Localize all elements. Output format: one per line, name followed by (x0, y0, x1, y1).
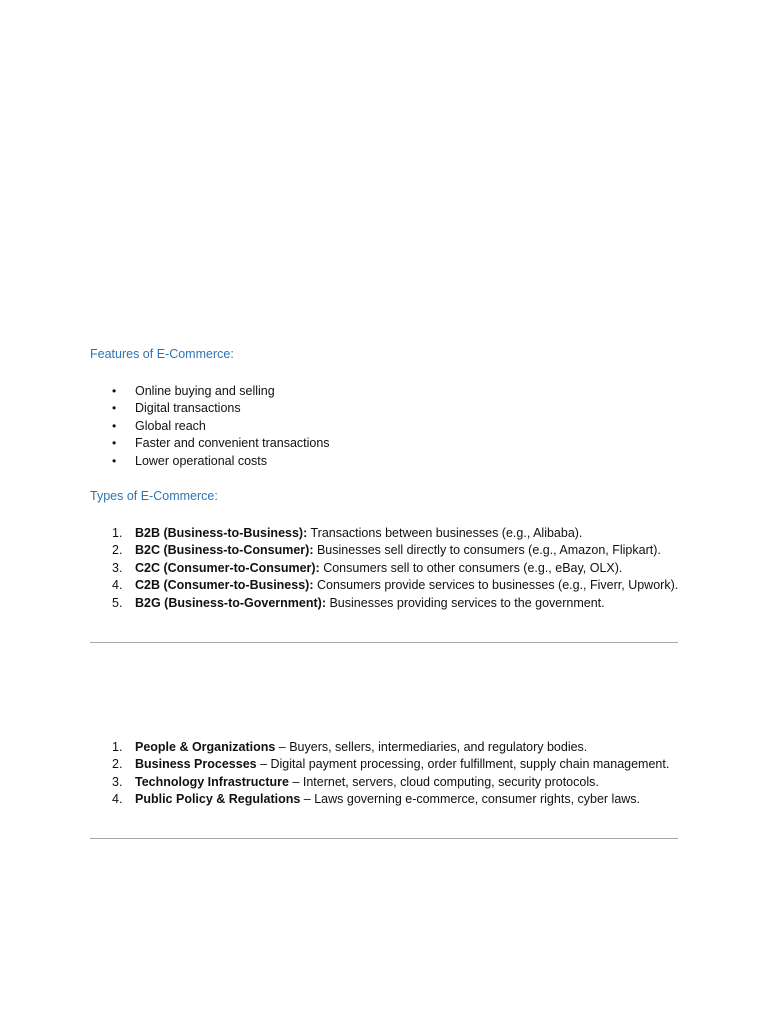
list-item-text: Online buying and selling (135, 384, 275, 398)
list-item-term: C2B (Consumer-to-Business): (135, 578, 314, 593)
list-item-text: Lower operational costs (135, 453, 268, 468)
list-number: 5. (112, 595, 123, 610)
bullet-icon: • (112, 453, 117, 468)
horizontal-rule (90, 838, 678, 839)
list-item-text: Digital transactions (135, 401, 241, 416)
list-number: 3. (112, 774, 123, 789)
features-list (90, 383, 690, 470)
list-item (90, 791, 690, 808)
list-number: 2. (112, 757, 123, 772)
list-item-term: Public Policy & Regulations (135, 792, 301, 807)
list-item (90, 595, 690, 612)
list-item-desc: – Buyers, sellers, intermediaries, and regulatory bodies. (275, 740, 588, 754)
horizontal-rule (90, 642, 678, 643)
features-heading: Features of E-Commerce: (90, 347, 234, 361)
list-number: 4. (112, 792, 123, 807)
list-item (90, 577, 690, 594)
list-item (90, 453, 690, 470)
list-item (90, 418, 690, 435)
types-heading: Types of E-Commerce: (90, 489, 218, 503)
list-number: 3. (112, 560, 123, 575)
list-item (90, 560, 690, 577)
list-number: 1. (112, 526, 123, 540)
list-item-desc: Consumers sell to other consumers (e.g., eBay, OLX). (319, 560, 623, 575)
list-number: 2. (112, 543, 123, 558)
list-item (90, 400, 690, 417)
list-item (90, 525, 690, 542)
types-list (90, 525, 690, 612)
list-item (90, 542, 690, 559)
list-item-text: Faster and convenient transactions (135, 436, 330, 451)
bullet-icon: • (112, 401, 117, 416)
bullet-icon: • (112, 436, 117, 451)
bullet-icon: • (112, 384, 117, 398)
list-number: 4. (112, 578, 123, 593)
list-item-term: C2C (Consumer-to-Consumer): (135, 560, 320, 575)
list-item (90, 739, 690, 756)
list-item-desc: Businesses providing services to the government. (326, 595, 605, 610)
list-item-term: People & Organizations (135, 740, 276, 754)
list-item-text: Global reach (135, 418, 206, 433)
list-item (90, 435, 690, 452)
list-item (90, 383, 690, 400)
list-item (90, 774, 690, 791)
components-list (90, 739, 690, 809)
list-item-desc: – Internet, servers, cloud computing, security protocols. (288, 774, 599, 789)
list-item-term: Business Processes (135, 757, 257, 772)
list-item-desc: Consumers provide services to businesses (e.g., Fiverr, Upwork). (313, 578, 679, 593)
list-item-term: Technology Infrastructure (135, 774, 289, 789)
list-item-desc: – Digital payment processing, order fulfillment, supply chain management. (256, 757, 670, 772)
list-number: 1. (112, 740, 123, 754)
list-item-desc: Businesses sell directly to consumers (e.g., Amazon, Flipkart). (313, 543, 661, 558)
list-item-term: B2G (Business-to-Government): (135, 595, 326, 610)
bullet-icon: • (112, 418, 117, 433)
list-item (90, 756, 690, 773)
list-item-desc: Transactions between businesses (e.g., Alibaba). (307, 526, 583, 540)
list-item-desc: – Laws governing e-commerce, consumer rights, cyber laws. (300, 792, 641, 807)
list-item-term: B2C (Business-to-Consumer): (135, 543, 314, 558)
list-item-term: B2B (Business-to-Business): (135, 526, 308, 540)
